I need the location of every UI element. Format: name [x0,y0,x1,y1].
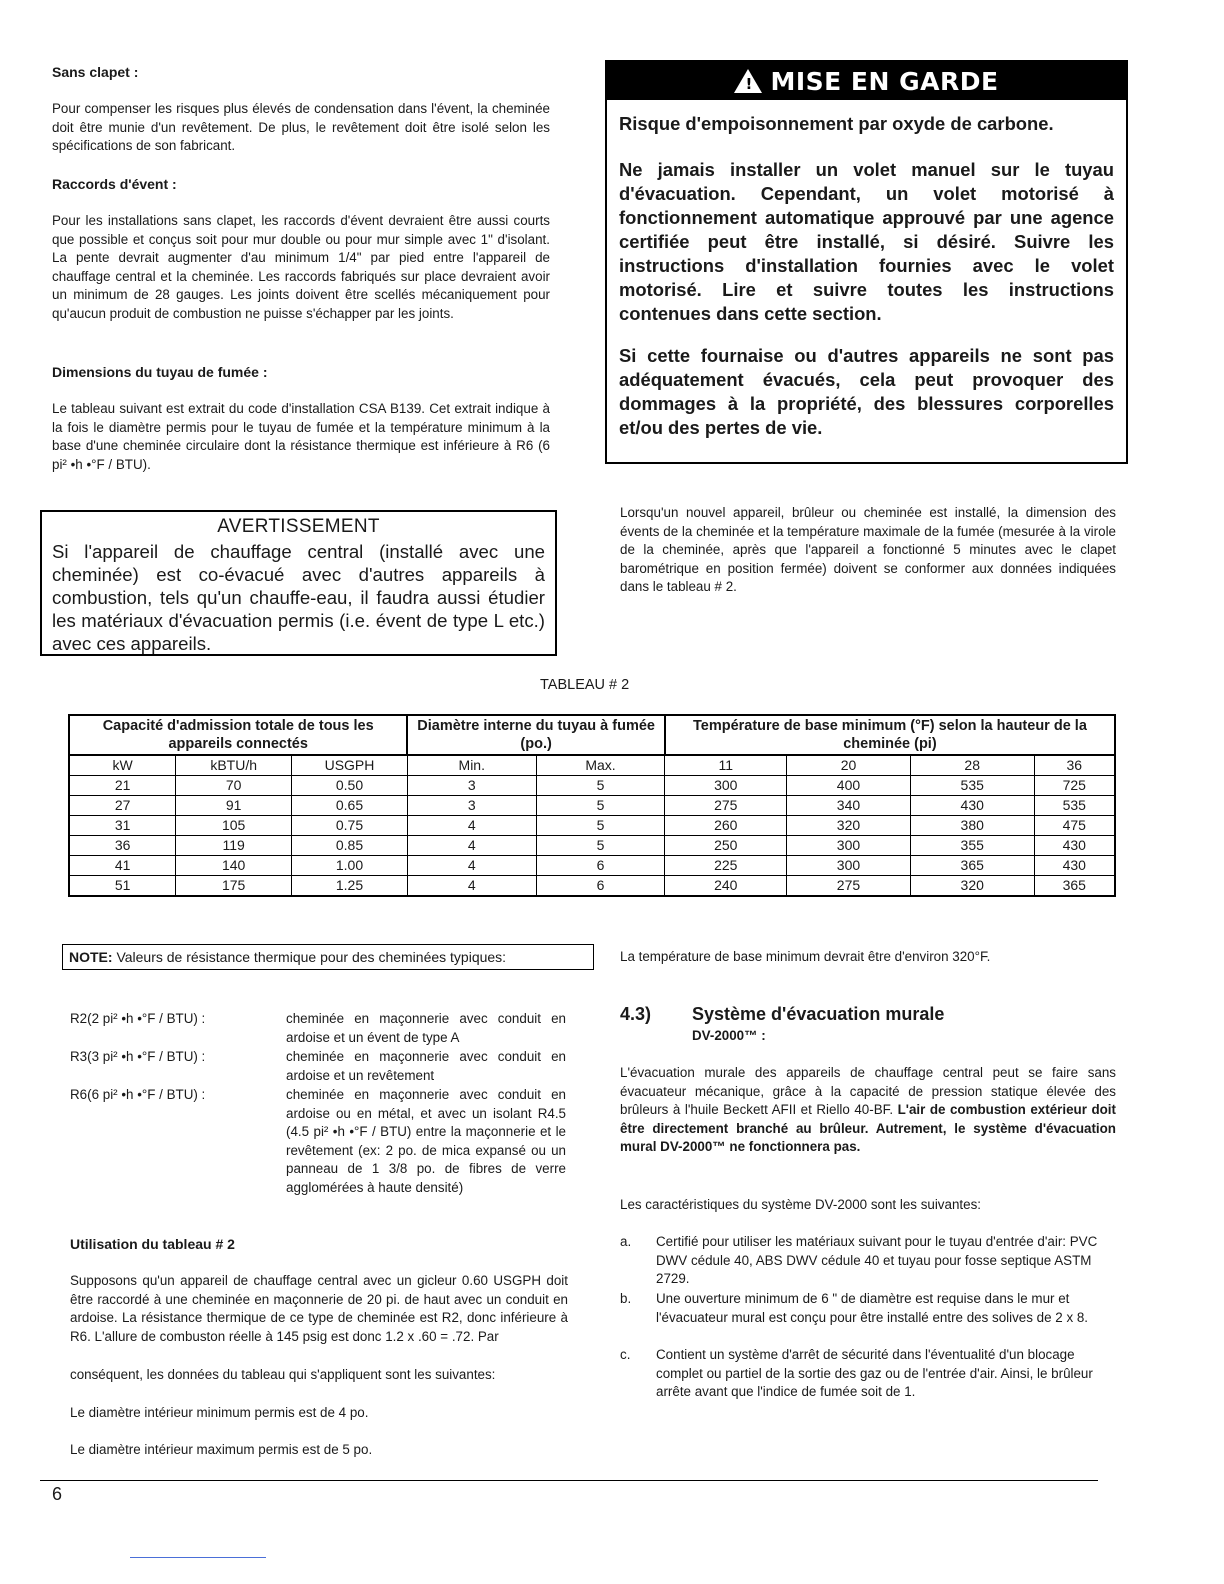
table-cell: 0.85 [292,836,408,856]
table-cell: 5 [536,776,665,796]
tableau-2 [68,714,1116,897]
features-intro: Les caractéristiques du système DV-2000 sont les suivantes: [620,1197,981,1212]
table-cell: 430 [1034,856,1115,876]
list-text: Contient un système d'arrêt de sécurité dans l'éventualité d'un blocage complet ou partiel de la sortie des gaz ou de l'entrée d'air. Ainsi, le brûleur arrête avant que l'indice de fumée soit de 1. [656,1347,1093,1400]
table-unit: Min. [407,755,536,776]
table-cell: 4 [407,876,536,897]
bottom-rule [130,1557,266,1558]
utilisation-heading: Utilisation du tableau # 2 [70,1236,235,1252]
table-unit: 36 [1034,755,1115,776]
table-unit: kW [69,755,176,776]
section-body-normal: L'évacuation murale des appareils de chauffage central peut se faire sans évacuateur mécanique, grâce à la capacité de pression statique élevée des brûleurs à l'huile Beckett AFII et Riello 40-BF. [620,1065,1116,1118]
warning-line-1: Risque d'empoisonnement par oxyde de carbone. [619,113,1054,134]
table-row [69,836,1115,856]
list-marker: c. [620,1347,631,1362]
table-cell: 260 [665,816,787,836]
table-cell: 4 [407,836,536,856]
section-body-bold: L'air de combustion extérieur doit être directement branché au brûleur. Autrement, le système d'évacuation mural DV-2000™ ne fonctionnera pas. [620,1102,1116,1155]
table-caption: TABLEAU # 2 [540,677,630,693]
table-cell: 340 [787,796,911,816]
table-cell: 250 [665,836,787,856]
table-row [69,816,1115,836]
table-cell: 0.65 [292,796,408,816]
table-cell: 140 [176,856,292,876]
r-value-key: R6(6 pi² •h •°F / BTU) : [70,1087,206,1102]
r-value-key: R3(3 pi² •h •°F / BTU) : [70,1049,206,1064]
table-cell: 1.00 [292,856,408,876]
table-cell: 5 [536,836,665,856]
list-marker: b. [620,1291,632,1306]
section-body [620,1064,1116,1157]
table-cell: 6 [536,876,665,897]
table-group-header: Température de base minimum (°F) selon la hauteur de la cheminée (pi) [665,715,1115,755]
table-cell: 4 [407,856,536,876]
table-cell: 51 [69,876,176,897]
footer-rule [40,1480,1098,1481]
table-row [69,876,1115,897]
note-label: NOTE: [69,949,113,965]
warning-line-3: Si cette fournaise ou d'autres appareils ne sont pas adéquatement évacués, cela peut provoquer des dommages à la propriété, des blessures corporelles et/ou des pertes de vie. [619,345,1114,438]
table-cell: 105 [176,816,292,836]
table-cell: 320 [910,876,1034,897]
table-row [69,796,1115,816]
table-cell: 5 [536,816,665,836]
table-cell: 31 [69,816,176,836]
table-cell: 535 [910,776,1034,796]
table-row [69,776,1115,796]
avertissement-title: AVERTISSEMENT [217,516,380,537]
utilisation-text: Supposons qu'un appareil de chauffage central avec un gicleur 0.60 USGPH doit être raccordé à une cheminée en maçonnerie de 20 pi. de haut avec un conduit en ardoise. La résistance thermique de ce type de cheminée est R2, donc inférieure à R6. L'allure de combuston réelle à 145 psig est donc 1.2 x .60 = .72. Par [70,1273,568,1344]
table-cell: 21 [69,776,176,796]
table-cell: 275 [665,796,787,816]
r-value-description: cheminée en maçonnerie avec conduit en ardoise et un revêtement [286,1049,566,1083]
table-cell: 300 [787,856,911,876]
table-cell: 0.50 [292,776,408,796]
table-unit: 28 [910,755,1034,776]
table-cell: 91 [176,796,292,816]
table-cell: 380 [910,816,1034,836]
table-cell: 27 [69,796,176,816]
note-text: Valeurs de résistance thermique pour des cheminées typiques: [112,949,507,965]
table-cell: 41 [69,856,176,876]
page-number: 6 [52,1484,63,1504]
table-cell: 430 [910,796,1034,816]
warning-line-2: Ne jamais installer un volet manuel sur le tuyau d'évacuation. Cependant, un volet motorisé à fonctionnement automatique approuvé par une agence certifiée peut être installé, si désiré. Suivre les instructions d'installation fournies avec le volet motorisé. Lire et suivre toutes les instructions contenues dans cette section. [619,159,1114,324]
warning-banner [607,62,1126,100]
table-cell: 119 [176,836,292,856]
table-cell: 430 [1034,836,1115,856]
table-cell: 6 [536,856,665,876]
raccords-heading: Raccords d'évent : [52,176,177,192]
table-cell: 36 [69,836,176,856]
table-cell: 1.25 [292,876,408,897]
table-cell: 225 [665,856,787,876]
table-cell: 475 [1034,816,1115,836]
table-units-row [69,755,1115,776]
section-title: Système d'évacuation murale [692,1004,945,1024]
list-text: Certifié pour utiliser les matériaux suivant pour le tuyau d'entrée d'air: PVC DWV cédule 40, ABS DWV cédule 40 et tuyau pour fosse septique ASTM 2729. [656,1234,1098,1287]
table-cell: 3 [407,776,536,796]
table-cell: 70 [176,776,292,796]
table-group-header: Capacité d'admission totale de tous les appareils connectés [69,715,407,755]
raccords-text: Pour les installations sans clapet, les raccords d'évent devraient être aussi courts que possible et conçus soit pour mur double ou pour mur simple avec 1" d'isolant. La pente devrait augmenter d'au minimum 1/4" par pied entre l'appareil de chauffage central et la cheminée. Les raccords fabriqués sur place devraient avoir un minimum de 28 gauges. Les joints doivent être scellés mécaniquement pour qu'aucun produit de combustion ne puisse s'échapper par les joints. [52,213,550,321]
r-value-key: R2(2 pi² •h •°F / BTU) : [70,1011,206,1026]
min-diameter-text: Le diamètre intérieur minimum permis est de 4 po. [70,1405,369,1420]
base-temp-text: La température de base minimum devrait être d'environ 320°F. [620,949,991,964]
list-text: Une ouverture minimum de 6 " de diamètre est requise dans le mur et l'évacuateur mural est conçu pour être installé entre des solives de 2 x 8. [656,1291,1089,1325]
table-cell: 275 [787,876,911,897]
table-cell: 725 [1034,776,1115,796]
avertissement-box [40,510,557,656]
table-unit: USGPH [292,755,408,776]
dimensions-heading: Dimensions du tuyau de fumée : [52,364,268,380]
note-box [62,944,594,970]
warning-triangle-icon: ! [734,69,762,93]
table-cell: 240 [665,876,787,897]
table-cell: 535 [1034,796,1115,816]
warning-banner-text: MISE EN GARDE [770,66,999,96]
r-value-description: cheminée en maçonnerie avec conduit en ardoise ou en métal, et avec un isolant R4.5 (4.5 pi² •h •°F / BTU) entre la maçonnerie et le revêtement (ex: 2 po. de mica expansé ou un panneau de 1 3/8 po. de fibres de verre agglomérées à haute densité) [286,1087,566,1195]
r-value-description: cheminée en maçonnerie avec conduit en ardoise et un évent de type A [286,1011,566,1045]
table-cell: 175 [176,876,292,897]
table-cell: 300 [787,836,911,856]
table-unit: Max. [536,755,665,776]
table-cell: 365 [910,856,1034,876]
sans-clapet-heading: Sans clapet : [52,64,139,80]
warning-box [605,60,1128,464]
section-subtitle: DV-2000™ : [692,1028,766,1043]
table-cell: 5 [536,796,665,816]
table-cell: 3 [407,796,536,816]
sans-clapet-text: Pour compenser les risques plus élevés de condensation dans l'évent, la cheminée doit être munie d'un revêtement. De plus, le revêtement doit être isolé selon les spécifications de son fabricant. [52,101,550,154]
right-intro-text: Lorsqu'un nouvel appareil, brûleur ou cheminée est installé, la dimension des évents de la cheminée et la température maximale de la fumée (mesurée à la virole de la cheminée, après que l'appareil a fonctionné 5 minutes avec le clapet barométrique en position fermée) doivent se conformer aux données indiquées dans le tableau # 2. [620,505,1116,595]
table-group-header: Diamètre interne du tuyau à fumée (po.) [407,715,664,755]
dimensions-text: Le tableau suivant est extrait du code d'installation CSA B139. Cet extrait indique à la fois le diamètre permis pour le tuyau de fumée et la température minimum à la base d'une cheminée circulaire dont la résistance thermique est inférieure à R6 (6 pi² •h •°F / BTU). [52,401,550,472]
section-number: 4.3) [620,1004,652,1024]
table-unit: 20 [787,755,911,776]
avertissement-body: Si l'appareil de chauffage central (installé avec une cheminée) est co-évacué avec d'autres appareils à combustion, tels qu'un chauffe-eau, il faudra aussi étudier les matériaux d'évacuation permis (i.e. évent de type L etc.) avec ces appareils. [52,541,545,654]
table-row [69,856,1115,876]
table-cell: 300 [665,776,787,796]
utilisation-text-2: conséquent, les données du tableau qui s'appliquent sont les suivantes: [70,1367,496,1382]
table-cell: 365 [1034,876,1115,897]
table-cell: 320 [787,816,911,836]
table-cell: 400 [787,776,911,796]
table-unit: 11 [665,755,787,776]
table-cell: 355 [910,836,1034,856]
table-cell: 4 [407,816,536,836]
table-cell: 0.75 [292,816,408,836]
table-unit: kBTU/h [176,755,292,776]
list-marker: a. [620,1234,632,1249]
max-diameter-text: Le diamètre intérieur maximum permis est de 5 po. [70,1442,373,1457]
